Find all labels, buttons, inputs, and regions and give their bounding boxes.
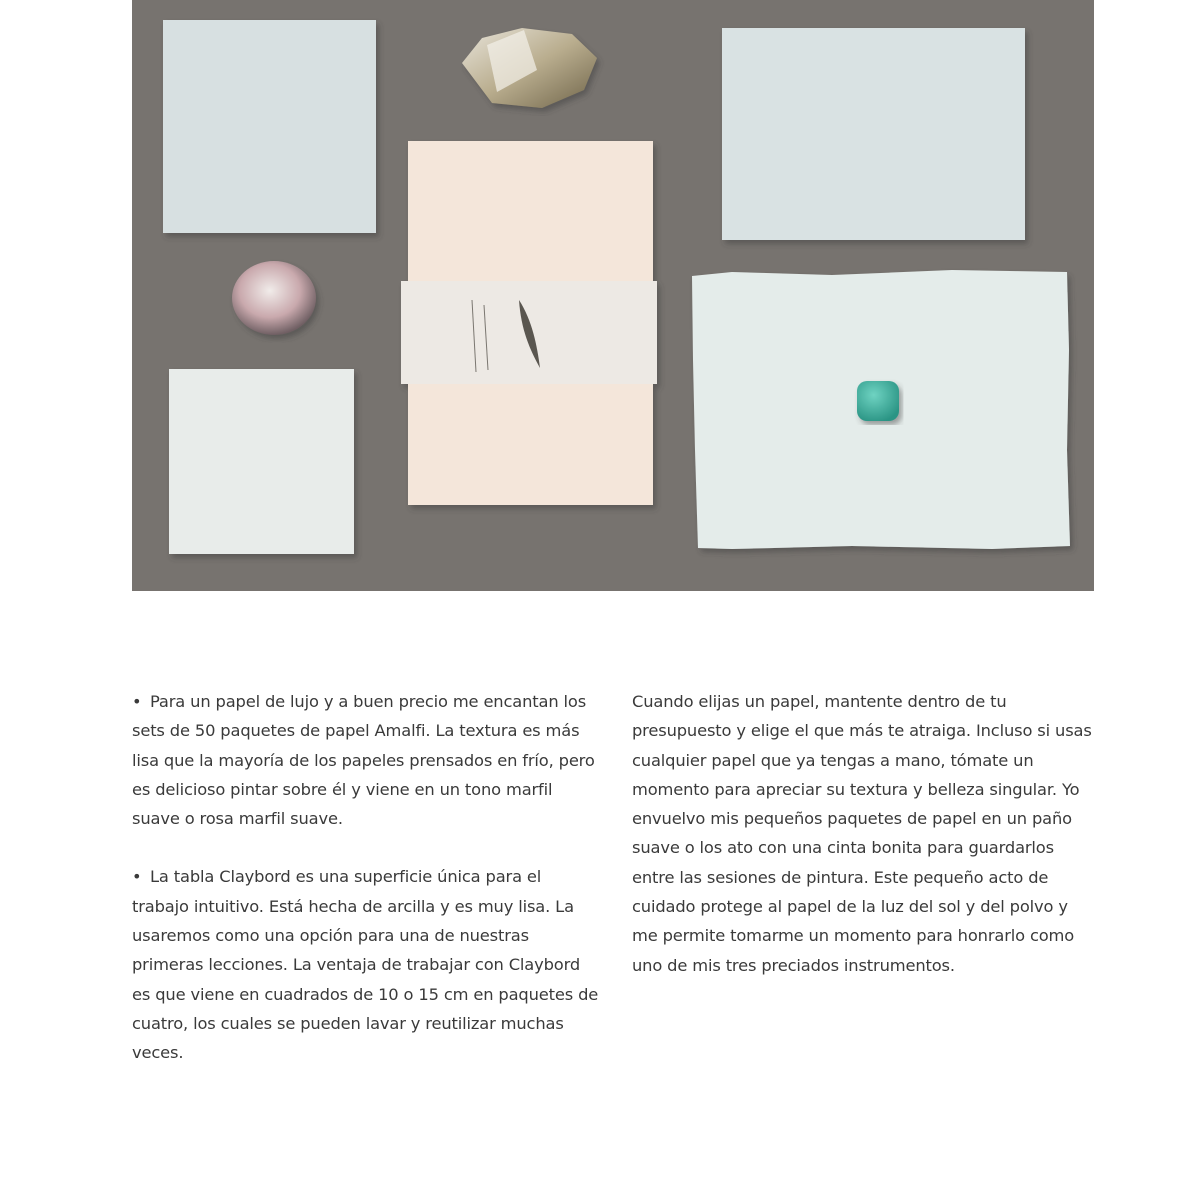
bullet-paragraph-amalfi [132,687,602,833]
paragraph-text: La tabla Claybord es una superficie única para el trabajo intuitivo. Está hecha de arcilla y es muy lisa. La usaremos como una opción para una de nuestras primeras lecciones. La ventaja de trabajar con Claybord es que viene en cuadrados de 10 o 15 cm en paquetes de cuatro, los cuales se pueden lavar y reutilizar muchas veces. [132,867,599,1063]
left-text-column [132,687,602,1068]
pale-blue-card [163,20,376,233]
paper-samples-photo [132,0,1094,591]
paragraph-text: Para un papel de lujo y a buen precio me encantan los sets de 50 paquetes de papel Amalfi. La textura es más lisa que la mayoría de los papeles prensados en frío, pero es delicioso pintar sobre él y viene en un tono marfil suave o rosa marfil suave. [132,692,595,829]
bullet-paragraph-claybord [132,862,602,1067]
cream-paper-pack [401,141,657,505]
white-card-small [169,369,354,554]
bullet-marker: • [132,867,142,887]
bullet-marker: • [132,692,142,711]
turquoise-stone [857,381,899,421]
shell-stone [232,261,316,335]
right-text-column [632,687,1094,980]
pale-blue-card-large [722,28,1025,240]
paragraph-paper-care: Cuando elijas un papel, mantente dentro de tu presupuesto y elige el que más te atraiga. Incluso si usas cualquier papel que ya tengas a mano, tómate un momento para apreciar su textura y belleza singular. Yo envuelvo mis pequeños paquetes de papel en un paño suave o los ato con una cinta bonita para guardarlos entre las sesiones de pintura. Este pequeño acto de cuidado protege al papel de la luz del sol y del polvo y me permite tomarme un momento para honrarlo como uno de mis tres preciados instrumentos. [632,692,1092,975]
